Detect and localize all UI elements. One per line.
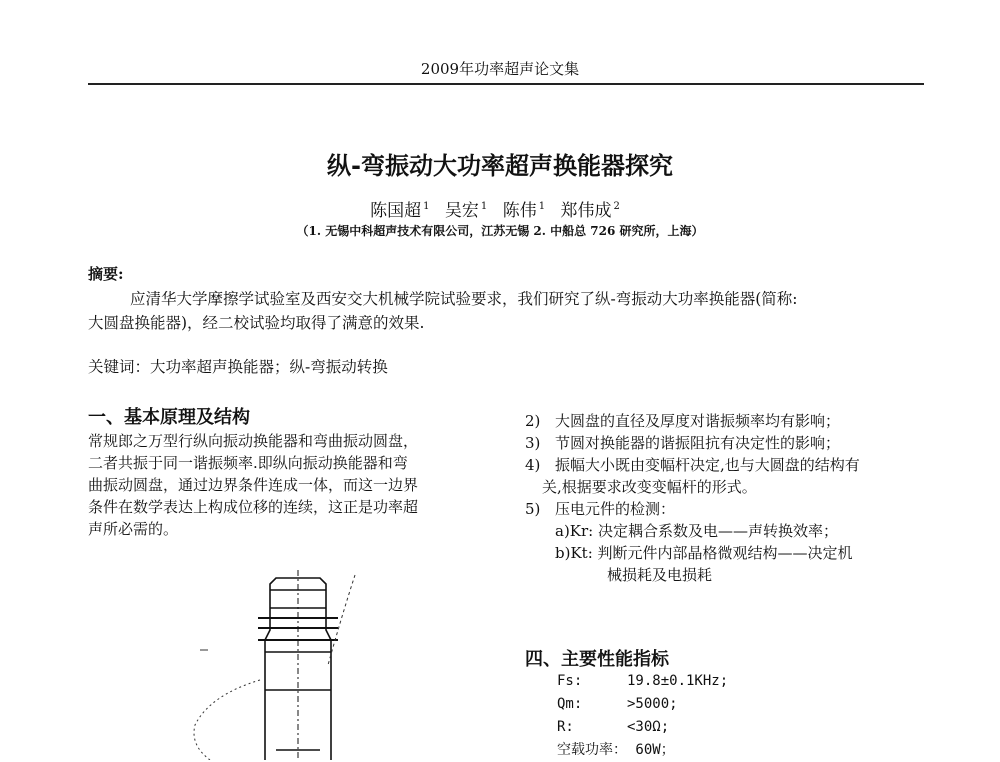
spec-row [557, 693, 728, 716]
affiliations: （1. 无锡中科超声技术有限公司，江苏无锡 2. 中船总 726 研究所，上海） [296, 224, 704, 238]
list-number: 4) [525, 456, 541, 474]
body-line: 二者共振于同一谐振频率.即纵向振动换能器和弯 [88, 454, 408, 472]
list-text: 节圆对换能器的谐振阻抗有决定性的影响； [555, 434, 841, 452]
author-name: 吴宏 [444, 201, 479, 221]
section-heading: 一、基本原理及结构 [88, 407, 250, 428]
list-text: 压电元件的检测： [555, 500, 676, 518]
list-item [525, 410, 945, 432]
spec-key: R: [557, 719, 574, 735]
list-number: 3) [525, 434, 541, 452]
author-name: 郑伟成 [560, 201, 612, 221]
spec-row: 空载功率： 60W； [557, 742, 675, 758]
spec-value: <30Ω; [627, 719, 670, 735]
sub-item-continuation: 械损耗及电损耗 [607, 566, 713, 584]
sub-item-text: 决定耦合系数及电——声转换效率； [598, 522, 839, 540]
author-affiliation-mark: 1 [480, 201, 488, 213]
abstract-line: 应清华大学摩擦学试验室及西安交大机械学院试验要求，我们研究了纵-弯振动大功率换能器(简称: [130, 290, 798, 308]
spec-list [557, 670, 728, 762]
sub-item-label: a)Kr: [555, 522, 594, 540]
spec-key: Qm: [557, 696, 583, 712]
list-item [525, 498, 945, 520]
abstract-label: 摘要: [88, 265, 124, 283]
list-number: 2) [525, 412, 541, 430]
author-affiliation-mark: 1 [423, 201, 430, 213]
section-heading: 四、主要性能指标 [525, 649, 669, 670]
section-body [88, 430, 508, 540]
author-name: 陈伟 [502, 201, 537, 221]
list-text: 大圆盘的直径及厚度对谐振频率均有影响； [555, 412, 841, 430]
sub-item [525, 542, 945, 564]
list-continuation: 关,根据要求改变变幅杆的形式。 [542, 478, 757, 496]
header-rule [88, 83, 924, 85]
author-list [0, 196, 1000, 221]
running-header: 2009年功率超声论文集 [420, 60, 580, 78]
spec-key: Fs: [557, 673, 583, 689]
author-affiliation-mark: 1 [538, 201, 546, 213]
list-item [525, 432, 945, 454]
body-line: 曲振动圆盘，通过边界条件连成一体，而这一边界 [88, 476, 419, 494]
body-line: 声所必需的。 [88, 520, 179, 538]
body-line: 条件在数学表达上构成位移的连续，这正是功率超 [88, 498, 419, 516]
sub-item-label: b)Kt: [555, 544, 593, 562]
spec-row [557, 670, 728, 693]
list-number: 5) [525, 500, 541, 518]
author-affiliation-mark: 2 [613, 201, 620, 213]
list-item [525, 454, 945, 476]
sub-item-text: 判断元件内部晶格微观结构——决定机 [597, 544, 853, 562]
abstract-line: 大圆盘换能器)，经二校试验均取得了满意的效果. [88, 314, 425, 332]
body-line: 常规郎之万型行纵向振动换能器和弯曲振动圆盘， [88, 432, 419, 450]
transducer-figure [170, 570, 410, 760]
keywords: 关键词：大功率超声换能器；纵-弯振动转换 [88, 358, 388, 376]
spec-value: >5000; [627, 696, 678, 712]
author-name: 陈国超 [370, 201, 422, 221]
sub-item [525, 520, 945, 542]
spec-value: 19.8±0.1KHz; [627, 673, 729, 689]
list-text: 振幅大小既由变幅杆决定,也与大圆盘的结构有 [555, 456, 860, 474]
paper-title: 纵-弯振动大功率超声换能器探究 [327, 152, 673, 180]
spec-row [557, 716, 728, 739]
right-column [525, 410, 945, 586]
